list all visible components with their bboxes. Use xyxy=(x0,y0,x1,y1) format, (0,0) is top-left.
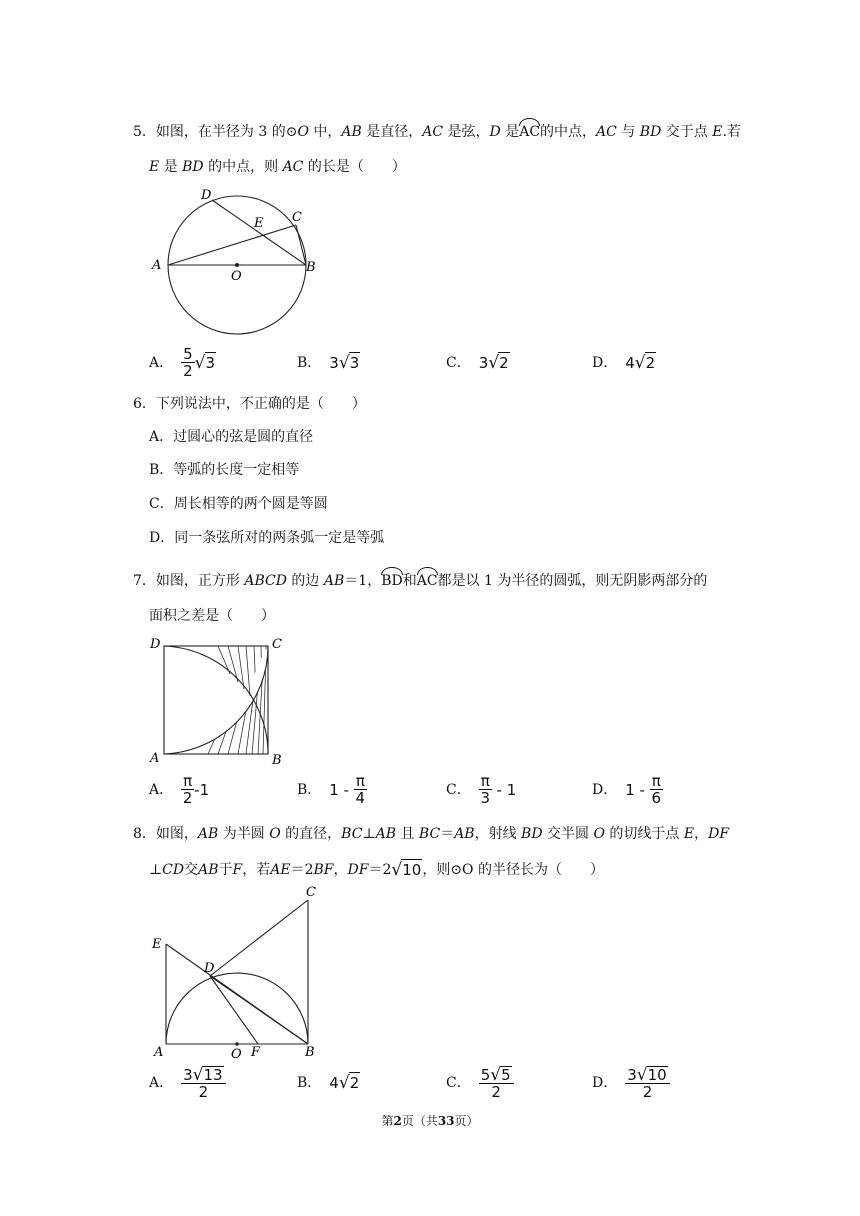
q5-stem-line2: E 是 BD 的中点，则 AC 的长是（ ） xyxy=(149,159,406,175)
q5-circle-figure xyxy=(148,188,338,338)
q7-stem-line1: 7．如图，正方形 ABCD 的边 AB＝1，BD和AC都是以 1 为半径的圆弧，则无阴影两部分的 xyxy=(133,567,707,591)
label-e-q8: E xyxy=(152,937,162,952)
label-a-q8: A xyxy=(154,1045,164,1060)
q5-stem-line1: 5．如图，在半径为 3 的⊙O 中，AB 是直径，AC 是弦，D 是AC的中点，AC 与 BD 交于点 E.若 xyxy=(133,118,741,142)
q5-option-d[interactable]: D． 4 √ 2 xyxy=(592,353,656,373)
label-o: O xyxy=(231,269,242,284)
label-c-q7: C xyxy=(272,637,282,652)
q6-option-d[interactable]: D．同一条弦所对的两条弧一定是等弧 xyxy=(149,530,385,546)
q7-option-c[interactable]: C． $\frac{\pi}{3}$ - 1 xyxy=(446,772,517,807)
label-a: A xyxy=(152,258,162,273)
q6-stem: 6．下列说法中，不正确的是（ ） xyxy=(133,396,366,412)
q8-option-a[interactable]: A． 3 √ 13 2 xyxy=(149,1066,226,1100)
arc-ac-q7: AC xyxy=(417,567,438,591)
q7-option-b[interactable]: B． 1 - $\frac{\pi}{4}$ xyxy=(297,772,366,807)
q5-option-a[interactable]: A． $\frac{5}{2}$ √ 3 xyxy=(149,345,216,380)
q5-option-c[interactable]: C． 3 √ 2 xyxy=(446,353,509,373)
label-d: D xyxy=(201,188,212,203)
label-c: C xyxy=(292,210,302,225)
label-d-q7: D xyxy=(150,637,161,652)
q8-stem-line1: 8．如图，AB 为半圆 O 的直径，BC⊥AB 且 BC＝AB，射线 BD 交半圆 O 的切线于点 E，DF xyxy=(133,826,730,842)
q6-option-a[interactable]: A．过圆心的弦是圆的直径 xyxy=(149,429,314,445)
label-c-q8: C xyxy=(306,885,316,900)
q7-square-figure xyxy=(148,634,298,770)
q7-stem-line2: 面积之差是（ ） xyxy=(149,608,275,624)
q7-option-d[interactable]: D． 1 - $\frac{\pi}{6}$ xyxy=(592,772,662,807)
q7-option-a[interactable]: A． $\frac{\pi}{2}$ -1 xyxy=(149,772,210,807)
label-b: B xyxy=(306,260,316,275)
q8-option-c[interactable]: C． 5 √ 5 2 xyxy=(446,1066,514,1100)
q8-stem-line2: ⊥ CD 交 AB 于 F ，若 AE ＝2 BF ， DF ＝2 √ 10 ，则⊙O 的半径长为（ ） xyxy=(149,860,604,880)
label-a-q7: A xyxy=(150,751,160,766)
label-f-q8: F xyxy=(251,1045,261,1060)
q8-option-b[interactable]: B． 4 √ 2 xyxy=(297,1073,360,1093)
label-b-q7: B xyxy=(272,753,282,768)
arc-ac: AC xyxy=(519,118,540,142)
q6-option-b[interactable]: B．等弧的长度一定相等 xyxy=(149,462,300,478)
arc-bd: BD xyxy=(381,567,403,591)
label-d-q8: D xyxy=(204,961,215,976)
q8-semicircle-figure xyxy=(148,884,328,1060)
q5-option-b[interactable]: B． 3 √ 3 xyxy=(297,353,360,373)
label-b-q8: B xyxy=(305,1045,315,1060)
q6-option-c[interactable]: C．周长相等的两个圆是等圆 xyxy=(149,496,328,512)
label-o-q8: O xyxy=(231,1047,242,1060)
q8-option-d[interactable]: D． 3 √ 10 2 xyxy=(592,1066,670,1100)
page-footer: 第2页（共33页） xyxy=(381,1114,479,1128)
label-e: E xyxy=(254,216,264,231)
